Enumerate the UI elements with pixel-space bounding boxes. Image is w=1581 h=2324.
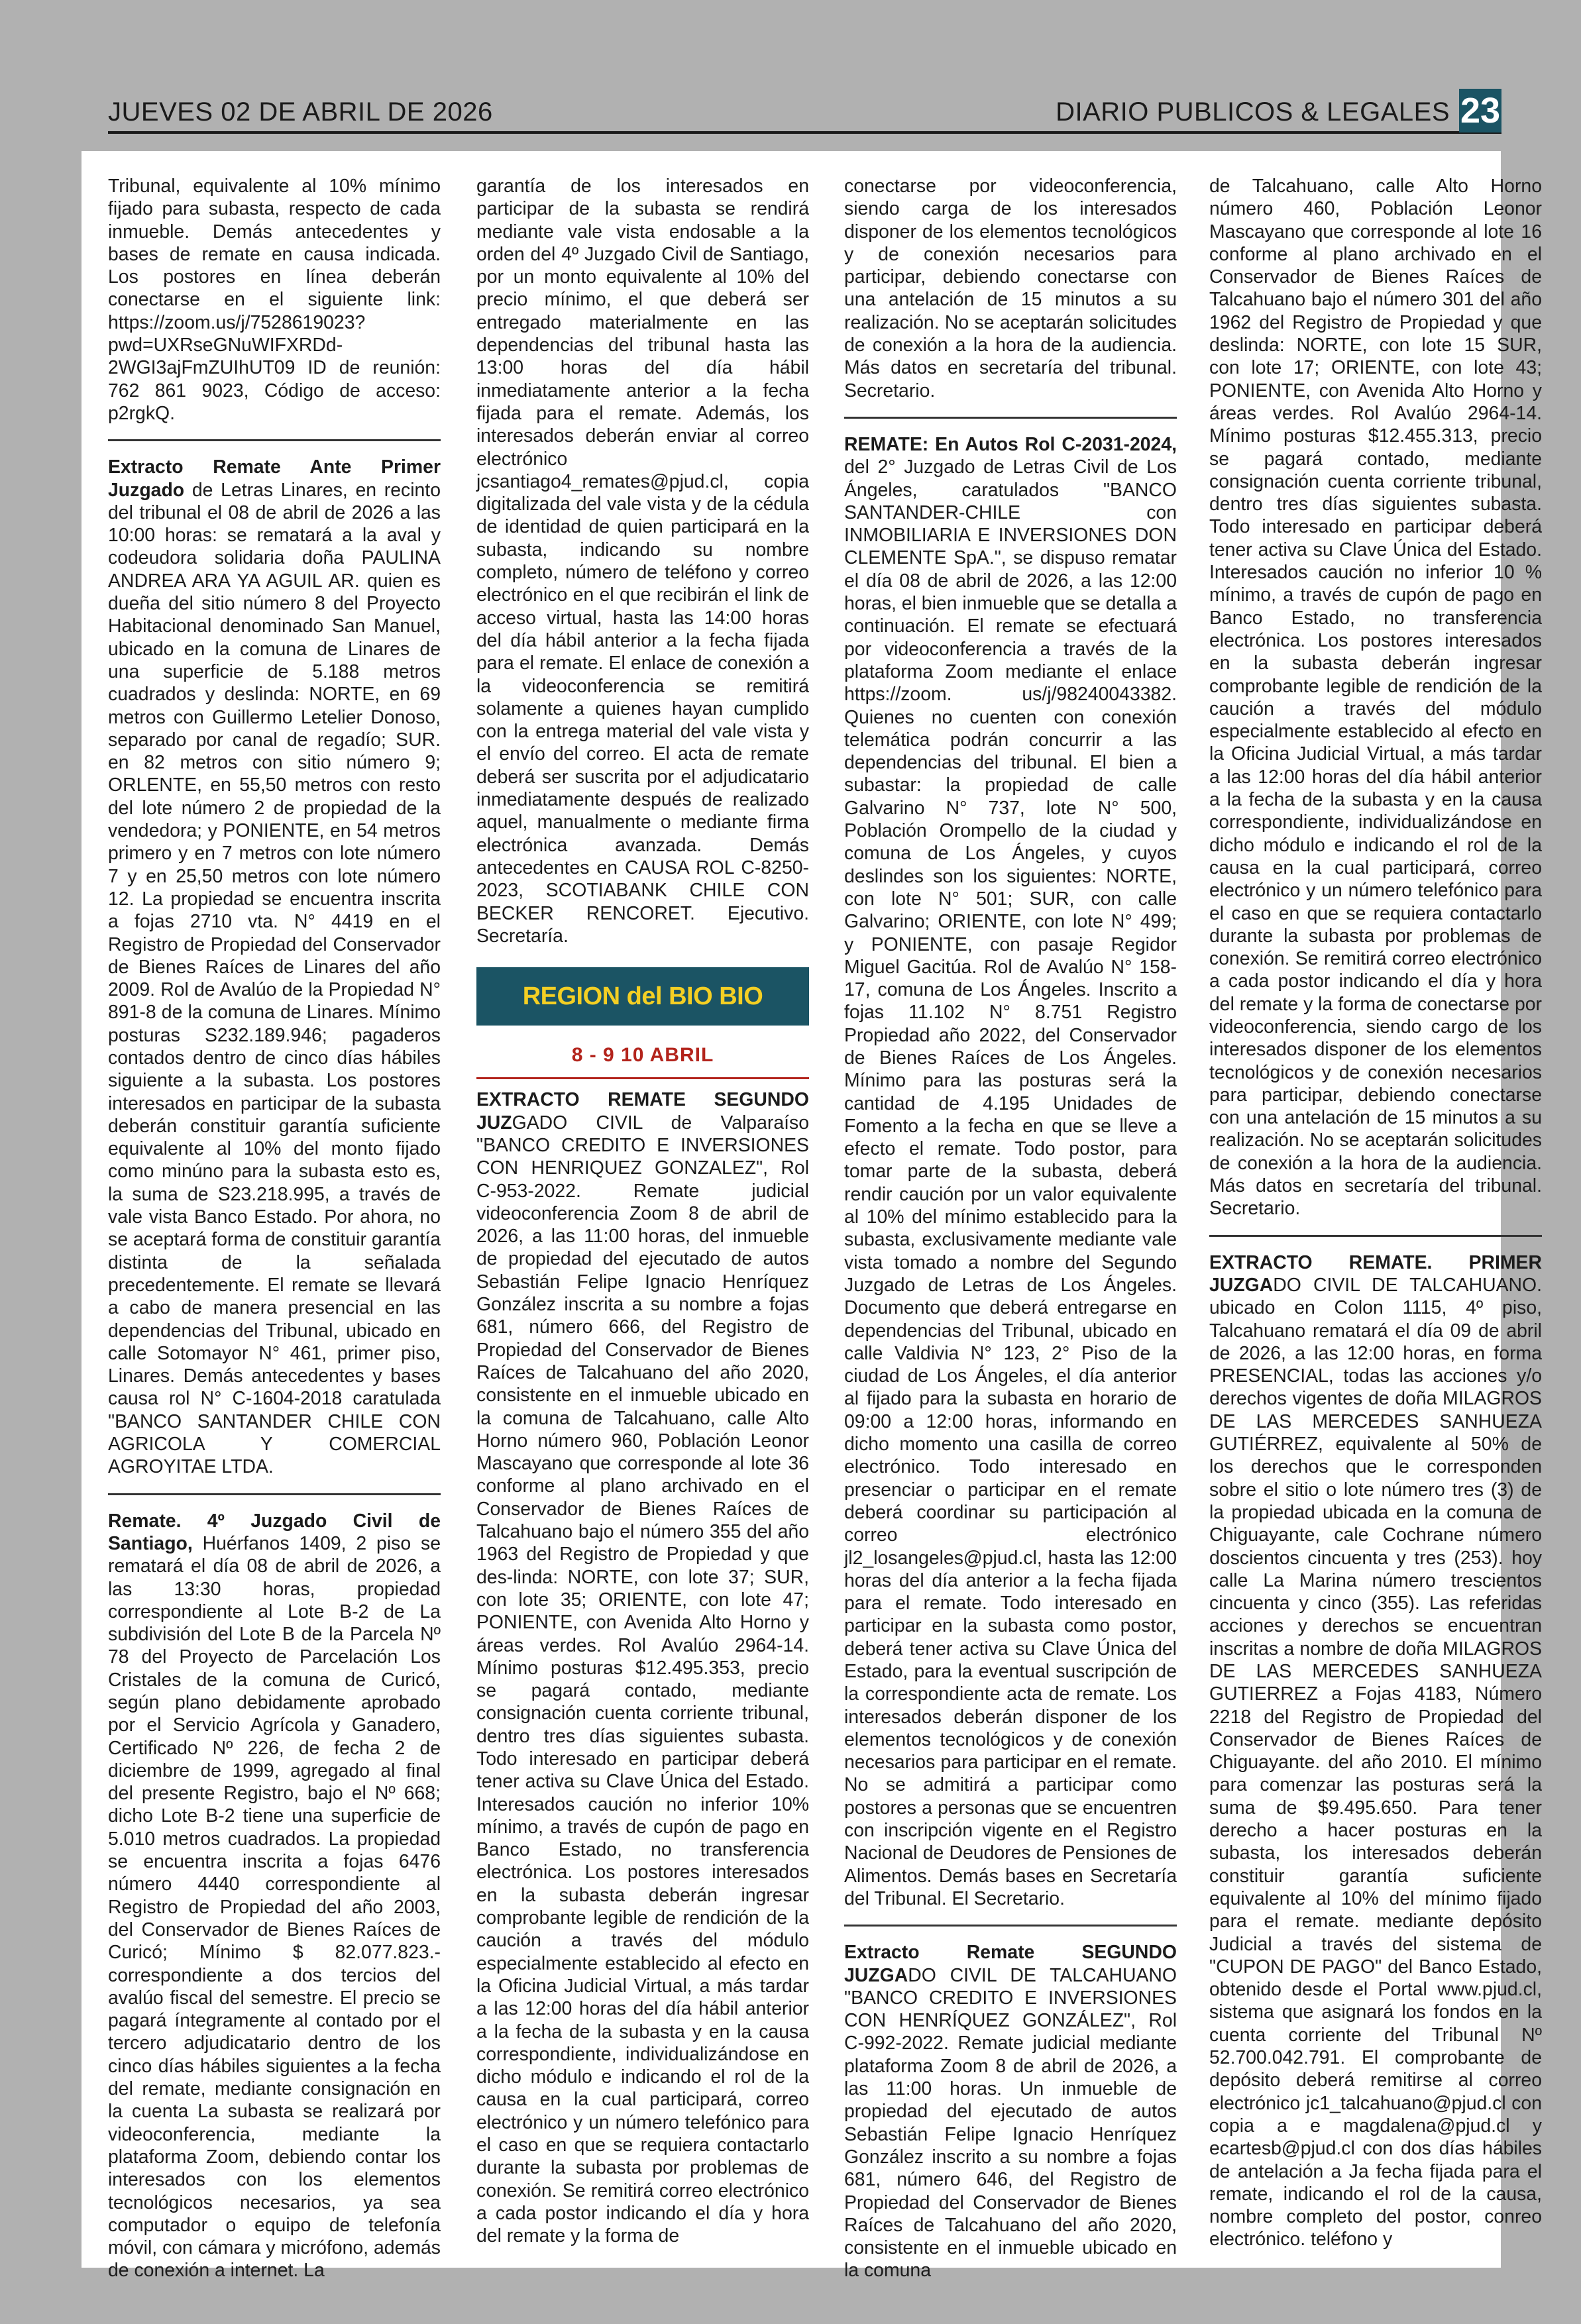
notice-title: Extracto Remate SEGUNDO JUZGA xyxy=(844,1942,1177,1986)
notice-title: EXTRACTO REMATE. PRIMER JUZGA xyxy=(1209,1251,1542,1296)
notice-body: Huérfanos 1409, 2 piso se rematará el día 08 de abril de 2026, a las 13:30 horas, propiedad correspondiente al Lote B-2 de La subdivisión del Lote B de la Parcela Nº 78 del Proyecto de Parcelación Los Cristales de la comuna de Curicó, según plano debidamente aprobado por el Servicio Agrícola y Ganadero, Certificado Nº 226, de fecha 2 de diciembre de 1999, agregado al final del presente Registro, bajo el Nº 668; dicho Lote B-2 tiene una superficie de 5.010 metros cuadrados. La propiedad se encuentra inscrita a fojas 6476 número 4440 correspondiente al Registro de Propiedad del año 2003, del Conservador de Bienes Raíces de Curicó; Mínimo $ 82.077.823.- correspondiente a dos tercios del avalúo fiscal del semestre. El precio se pagará íntegramente al contado por el tercero adjudicatario dentro de los cinco días hábiles siguientes a la fecha del remate, mediante consignación en la cuenta La subasta se realizará por videoconferencia, mediante la plataforma Zoom, debiendo contar los interesados con los elementos tecnológicos necesarios, ya sea computador o equipo de telefonía móvil, con cámara y micrófono, además de conexión a internet. La xyxy=(108,1532,441,2282)
notice-title: Remate. 4º Juzgado Civil de Santiago, xyxy=(108,1510,441,1554)
notice-body: GADO CIVIL de Valparaíso "BANCO CREDITO E INVERSIONES CON HENRIQUEZ GONZALEZ", Rol C-953-2022. Remate judicial videoconferencia Zoom 8 de abril de 2026, a las 11:00 horas, del inmueble de propiedad del ejecutado de autos Sebastián Felipe Ignacio Henríquez González inscrita a su nombre a fojas 681, número 666, del Registro de Propiedad del Conservador de Bienes Raíces de Talcahuano del año 2020, consistente en el inmueble ubicado en la comuna de Talcahuano, calle Alto Horno número 960, Población Leonor Mascayano que corresponde al lote 36 conforme al plano archivado en el Conservador de Bienes Raíces de Talcahuano bajo el número 355 del año 1963 del Registro de Propiedad y que des-linda: NORTE, con lote 37; SUR, con lote 35; ORIENTE, con lote 47; PONIENTE, con Avenida Alto Horno y áreas verdes. Rol Avalúo 2964-14. Mínimo posturas $12.495.353, precio se pagará contado, mediante consignación cuenta corriente tribunal, dentro tres días siguientes subasta. Todo interesado en participar deberá tener activa su Clave Única del Estado. Interesados caución no inferior 10% mínimo, a través de cupón de pago en Banco Estado, no transferencia electrónica. Los postores interesados en la subasta deberán ingresar comprobante legible de rendición de la caución a través del módulo especialmente establecido al efecto en la Oficina Judicial Virtual, a más tardar a las 12:00 horas del día hábil anterior a la fecha de la subasta y en la causa correspondiente, individualizándose en dicho módulo e indicando el rol de la causa en la cual participará, correo electrónico y un número telefónico para el caso en que se requiera contactarlo durante la subasta por problemas de conexión. Se remitirá correo electrónico a cada postor indicando el día y hora del remate y la forma de xyxy=(476,1112,809,2247)
header-right xyxy=(1056,89,1501,131)
region-dates: 8 - 9 10 ABRIL xyxy=(571,1044,714,1067)
column-1 xyxy=(108,175,441,2282)
red-divider xyxy=(476,1077,809,1079)
divider xyxy=(1209,1235,1542,1237)
notice-body: de Letras Linares, en recinto del tribunal el 08 de abril de 2026 a las 10:00 horas: se rematará a la aval y codeudora solidaria doña PAULINA ANDREA ARA YA AGUIL AR. quien es dueña del sitio número 8 del Proyecto Habitacional denominado San Manuel, ubicado en la comuna de Linares de una superficie de 5.188 metros cuadrados y deslinda: NORTE, en 69 metros con Guillermo Letelier Donoso, separado por canal de regadío; SUR. en 82 metros con sitio número 9; ORLENTE, en 55,50 metros con resto del lote número 2 de propiedad de la vendedora; y PONIENTE, en 54 metros primero y en 7 metros con lote número 7 y en 25,50 metros con lote número 12. La propiedad se encuentra inscrita a fojas 2710 vta. N° 4419 en el Registro de Propiedad del Conservador de Bienes Raíces de Linares del año 2009. Rol de Avalúo de la Propiedad N° 891-8 de la comuna de Linares. Mínimo posturas S232.189.946; pagaderos contados dentro de cinco días hábiles siguiente a la subasta. Los postores interesados en participar de la subasta deberán constituir garantía suficiente equivalente al 10% del monto fijado como minúno para la subasta esto es, la suma de S23.218.995, a través de vale vista Banco Estado. Por ahora, no se aceptará forma de constituir garantía distinta de la señalada precedentemente. El remate se llevará a cabo de manera presencial en las dependencias del Tribunal, ubicado en calle Sotomayor N° 461, primer piso, Linares. Demás antecedentes y bases causa rol N° C-1604-2018 caratulada "BANCO SANTANDER CHILE CON AGRICOLA Y COMERCIAL AGROYITAE LTDA. xyxy=(108,479,441,1478)
page-header xyxy=(108,85,1501,134)
notice-continuation: Tribunal, equivalente al 10% mínimo fijado para subasta, respecto de cada inmueble. Demás antecedentes y bases de remate en causa indicada. Los postores en línea deberán conectarse en el siguiente link: https://zoom.us/j/7528619023?pwd=UXRseGNuWIFXRDd-2WGI3ajFmZUIhUT09 ID de reunión: 762 861 9023, Código de acceso: p2rgkQ. xyxy=(108,176,441,424)
column-2 xyxy=(476,175,809,2248)
column-3 xyxy=(844,175,1177,2282)
divider xyxy=(844,1925,1177,1927)
divider xyxy=(108,1493,441,1495)
notice-talcahuano-1 xyxy=(1209,1251,1542,2251)
issue-date: JUEVES 02 DE ABRIL DE 2026 xyxy=(108,97,493,127)
notice-body: DO CIVIL DE TALCAHUANO. ubicado en Colon 1115, 4º piso, Talcahuano rematará el día 09 de abril de 2026, a las 12:00 horas, en forma PRESENCIAL, todas las acciones y/o derechos vigentes de doña MILAGROS DE LAS MERCEDES SANHUEZA GUTIÉRREZ, equivalente al 50% de los derechos que le corresponden sobre el sitio o lote número tres (3) de la propiedad ubicada en la comuna de Chiguayante, cale Cochrane número doscientos cincuenta y tres (253). hoy calle La Marina número trescientos cincuenta y cinco (355). Las referidas acciones y derechos se encuentran inscritas a nombre de doña MILAGROS DE LAS MERCEDES SANHUEZA GUTIERREZ a Fojas 4183, Número 2218 del Registro de Propiedad del Conservador de Bienes Raíces de Chiguayante. del año 2010. El mínimo para comenzar las posturas será la suma de $9.495.650. Para tener derecho a hacer posturas en la subasta, los interesados deberán constituir garantía suficiente equivalente al 10% del mínimo fijado para el remate. mediante depósito Judicial a través del sistema de "CUPON DE PAGO" del Banco Estado, obtenido desde el Portal www.pjud.cl, sistema que asignará los fondos en la cuenta corriente del Tribunal Nº 52.700.042.791. El comprobante de depósito deberá remitirse al correo electrónico jc1_talcahuano@pjud.cl con copia a e magdalena@pjud.cl y ecartesb@pjud.cl con dos días hábiles de antelación a Ja fecha fijada para el remate, indicando el rol de la causa, nombre completo del postor, conreo electrónico. teléfono y xyxy=(1209,1274,1542,2250)
page-sheet xyxy=(82,151,1542,2282)
divider xyxy=(844,417,1177,419)
notice-title: REMATE: En Autos Rol C-2031-2024, xyxy=(844,433,1177,455)
page-number: 23 xyxy=(1459,89,1501,132)
notice-body: DO CIVIL DE TALCAHUANO "BANCO CREDITO E INVERSIONES CON HENRÍQUEZ GONZÁLEZ", Rol C-992-2022. Remate judicial mediante plataforma Zoom 8 de abril de 2026, a las 11:00 horas. Un inmueble de propiedad del ejecutado de autos Sebastián Felipe Ignacio Henríquez González inscrito a su nombre a fojas 681, número 646, del Registro de Propiedad del Conservador de Bienes Raíces de Talcahuano del año 2020, consistente en el inmueble ubicado en la comuna xyxy=(844,1964,1177,2282)
notice-valparaiso xyxy=(476,1088,809,2247)
notice-title: Extracto Remate Ante Primer Juzgado xyxy=(108,456,441,501)
notice-los-angeles xyxy=(844,433,1177,1910)
column-4 xyxy=(1209,175,1542,2251)
region-banner: REGION del BIO BIO xyxy=(476,967,809,1026)
notice-linares xyxy=(108,456,441,1478)
notice-continuation: garantía de los interesados en participar de la subasta se rendirá mediante vale vista endosable a la orden del 4º Juzgado Civil de Santiago, por un monto equivalente al 10% del precio mínimo, el que deberá ser entregado materialmente en las dependencias del tribunal hasta las 13:00 horas del día hábil inmediatamente anterior a la fecha fijada para el remate. Además, los interesados deberán enviar al correo electrónico jcsantiago4_remates@pjud.cl, copia digitalizada del vale vista y de la cédula de identidad de quien participará en la subasta, indicando su nombre completo, número de teléfono y correo electrónico en el que recibirán el link de acceso virtual, hasta las 14:00 horas del día hábil anterior a la fecha fijada para el remate. El enlace de conexión a la videoconferencia se remitirá solamente a quienes hayan cumplido con la entrega material del vale vista y el envío del correo. El acta de remate deberá ser suscrita por el adjudicatario inmediatamente después de realizado aquel, manualmente o mediante firma electrónica avanzada. Demás antecedentes en CAUSA ROL C-8250-2023, SCOTIABANK CHILE CON BECKER RENCORET. Ejecutivo. Secretaría. xyxy=(476,176,809,947)
divider xyxy=(108,439,441,441)
notice-title: EXTRACTO REMATE SEGUNDO JUZ xyxy=(476,1089,809,1134)
notice-body: del 2° Juzgado de Letras Civil de Los Ángeles, caratulados "BANCO SANTANDER-CHILE con INMOBILIARIA E INVERSIONES DON CLEMENTE SpA.", se dispuso rematar el día 08 de abril de 2026, a las 12:00 horas, el bien inmueble que se detalla a continuación. El remate se efectuará por videoconferencia a través de la plataforma Zoom mediante el enlace https://zoom. us/j/98240043382. Quienes no cuenten con conexión telemática podrán concurrir a las dependencias del tribunal. El bien a subastar: la propiedad de calle Galvarino N° 737, lote N° 500, Población Orompello de la ciudad y comuna de Los Ángeles, y cuyos deslindes son los siguientes: NORTE, con lote N° 501; SUR, con calle Galvarino; ORIENTE, con lote N° 499; y PONIENTE, con pasaje Regidor Miguel Gacitúa. Rol de Avalúo N° 158-17, comuna de Los Ángeles. Inscrito a fojas 11.102 N° 8.751 Registro Propiedad año 2022, del Conservador de Bienes Raíces de Los Ángeles. Mínimo para las posturas será la cantidad de 4.195 Unidades de Fomento a la fecha en que se lleve a efecto el remate. Todo postor, para tomar parte de la subasta, deberá rendir caución por un valor equivalente al 10% del mínimo establecido para la subasta, exclusivamente mediante vale vista tomado a nombre del Segundo Juzgado de Letras de Los Ángeles. Documento que deberá entregarse en dependencias del Tribunal, ubicado en calle Valdivia N° 123, 2° Piso de la ciudad de Los Ángeles, el día anterior al fijado para la subasta en horario de 09:00 a 12:00 horas, informando en dicho momento una casilla de correo electrónico. Todo interesado en presenciar o participar en el remate deberá coordinar su participación al correo electrónico jl2_losangeles@pjud.cl, hasta las 12:00 horas del día anterior a la fecha fijada para el remate. Todo interesado en participar en la subasta como postor, deberá tener activa su Clave Única del Estado, para la eventual suscripción de la correspondiente acta de remate. Los interesados deberán disponer de los elementos tecnológicos y de conexión necesarios para participar en el remate. No se admitirá a participar como postores a personas que se encuentren con inscripción vigente en el Registro Nacional de Deudores de Pensiones de Alimentos. Demás bases en Secretaría del Tribunal. El Secretario. xyxy=(844,456,1177,1909)
notice-continuation: conectarse por videoconferencia, siendo carga de los interesados disponer de los elementos tecnológicos y de conexión necesarios para participar, debiendo conectarse con una antelación de 15 minutos a su realización. No se aceptarán solicitudes de conexión a la hora de la audiencia. Más datos en secretaría del tribunal. Secretario. xyxy=(844,176,1177,401)
notice-talcahuano-2 xyxy=(844,1941,1177,2282)
publication-name: DIARIO PUBLICOS & LEGALES xyxy=(1056,97,1450,127)
notice-santiago xyxy=(108,1510,441,2282)
notice-continuation: de Talcahuano, calle Alto Horno número 460, Población Leonor Mascayano que corresponde al lote 16 conforme al plano archivado en el Conservador de Bienes Raíces de Talcahuano bajo el número 301 del año 1962 del Registro de Propiedad y que deslinda: NORTE, con lote 15 SUR, con lote 17; ORIENTE, con lote 43; PONIENTE, con Avenida Alto Horno y áreas verdes. Rol Avalúo 2964-14. Mínimo posturas $12.455.313, precio se pagará contado, mediante consignación cuenta corriente tribunal, dentro tres días siguientes subasta. Todo interesado en participar deberá tener activa su Clave Única del Estado. Interesados caución no inferior 10 % mínimo, a través de cupón de pago en Banco Estado, no transferencia electrónica. Los postores interesados en la subasta deberán ingresar comprobante legible de rendición de la caución a través del módulo especialmente establecido al efecto en la Oficina Judicial Virtual, a más tardar a las 12:00 horas del día hábil anterior a la fecha de la subasta y en la causa correspondiente, individualizándose en dicho módulo e indicando el rol de la causa en la cual participará, correo electrónico y un número telefónico para el caso en que se requiera contactarlo durante la subasta por problemas de conexión. Se remitirá correo electrónico a cada postor indicando el día y hora del remate y la forma de conectarse por videoconferencia, siendo cargo de los interesados disponer de los elementos tecnológicos y de conexión necesarios para participar, debiendo conectarse con una antelación de 15 minutos a su realización. No se aceptarán solicitudes de conexión a la hora de la audiencia. Más datos en secretaría del tribunal. Secretario. xyxy=(1209,176,1542,1220)
